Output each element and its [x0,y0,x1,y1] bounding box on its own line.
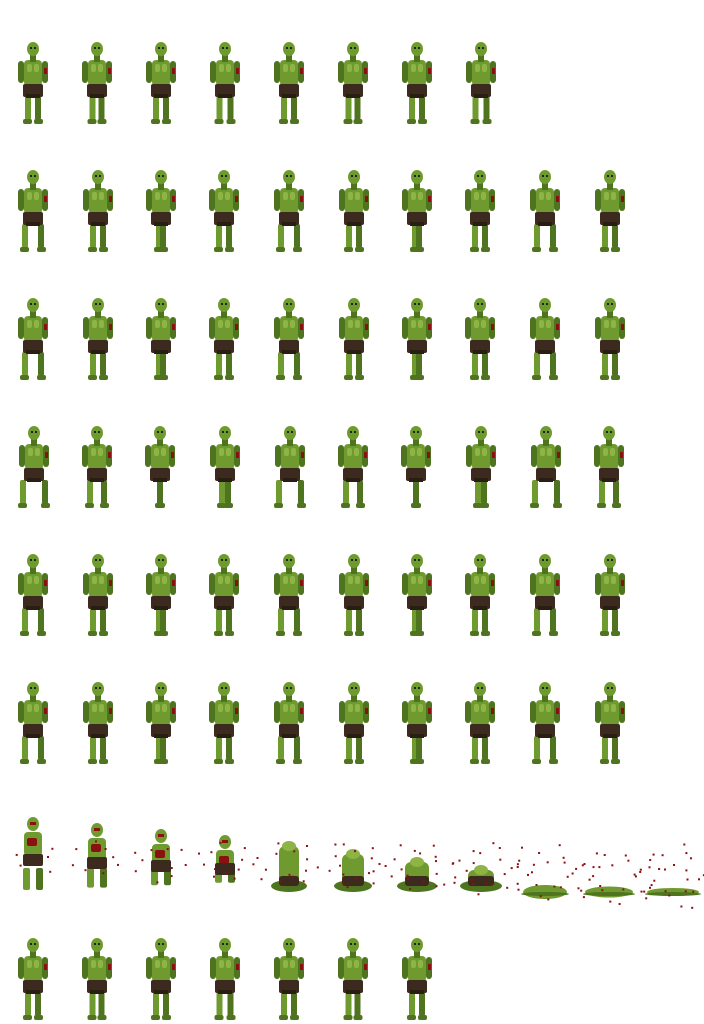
goblin-sprite [451,38,511,128]
sprite-frame-death-4 [195,806,255,896]
sprite-frame-idle-alt-1 [3,934,63,1024]
sprite-frame-death-9 [515,806,575,896]
sprite-frame-walk-side-a-1 [3,294,63,384]
sprite-frame-walk-back-b-6 [323,678,383,768]
goblin-sprite [515,294,575,384]
goblin-sprite [323,422,383,512]
sprite-frame-walk-front-5 [259,166,319,256]
goblin-sprite [387,166,447,256]
sprite-frame-idle-4 [195,38,255,128]
goblin-sprite [387,678,447,768]
sprite-frame-walk-side-a-10 [579,294,639,384]
sprite-frame-walk-back-a-9 [515,550,575,640]
goblin-sprite [195,550,255,640]
sprite-frame-walk-back-b-1 [3,678,63,768]
goblin-sprite [323,294,383,384]
animation-row-walk-back-a [0,550,704,650]
sprite-frame-idle-alt-3 [131,934,191,1024]
goblin-sprite [3,678,63,768]
goblin-sprite [67,422,127,512]
sprite-frame-walk-back-b-4 [195,678,255,768]
goblin-sprite [323,806,383,896]
goblin-sprite [451,166,511,256]
goblin-sprite [579,422,639,512]
goblin-sprite [195,166,255,256]
sprite-frame-walk-front-2 [67,166,127,256]
goblin-sprite [323,934,383,1024]
goblin-sprite [131,806,191,896]
goblin-sprite [131,166,191,256]
sprite-frame-walk-side-b-6 [323,422,383,512]
sprite-frame-idle-alt-2 [67,934,127,1024]
goblin-sprite [323,678,383,768]
sprite-frame-walk-front-7 [387,166,447,256]
sprite-frame-walk-side-a-6 [323,294,383,384]
sprite-frame-walk-back-a-7 [387,550,447,640]
sprite-frame-idle-5 [259,38,319,128]
sprite-frame-walk-front-4 [195,166,255,256]
goblin-sprite [387,806,447,896]
animation-row-walk-side-a [0,294,704,394]
goblin-sprite [515,678,575,768]
goblin-sprite [131,294,191,384]
sprite-frame-walk-side-a-9 [515,294,575,384]
goblin-sprite [67,294,127,384]
goblin-sprite [643,806,703,896]
sprite-frame-walk-back-a-3 [131,550,191,640]
goblin-sprite [259,806,319,896]
goblin-sprite [451,294,511,384]
sprite-frame-walk-back-a-2 [67,550,127,640]
sprite-frame-walk-side-b-3 [131,422,191,512]
sprite-frame-walk-back-a-5 [259,550,319,640]
goblin-sprite [515,806,575,896]
animation-row-walk-side-b [0,422,704,522]
goblin-sprite [195,678,255,768]
sprite-frame-walk-back-b-5 [259,678,319,768]
sprite-frame-death-8 [451,806,511,896]
sprite-frame-idle-alt-5 [259,934,319,1024]
goblin-sprite [515,422,575,512]
sprite-frame-idle-alt-4 [195,934,255,1024]
goblin-sprite [67,678,127,768]
goblin-sprite [3,38,63,128]
sprite-frame-death-2 [67,806,127,896]
sprite-frame-walk-side-a-5 [259,294,319,384]
sprite-frame-walk-back-b-10 [579,678,639,768]
goblin-sprite [195,422,255,512]
goblin-sprite [387,934,447,1024]
goblin-sprite [3,422,63,512]
sprite-frame-walk-side-b-10 [579,422,639,512]
sprite-frame-idle-8 [451,38,511,128]
sprite-frame-idle-3 [131,38,191,128]
sprite-frame-walk-back-a-4 [195,550,255,640]
sprite-frame-death-7 [387,806,447,896]
goblin-sprite [259,934,319,1024]
sprite-frame-walk-side-b-7 [387,422,447,512]
sprite-frame-walk-back-a-6 [323,550,383,640]
sprite-frame-walk-side-a-2 [67,294,127,384]
sprite-frame-walk-back-b-7 [387,678,447,768]
goblin-sprite [579,166,639,256]
goblin-sprite [451,422,511,512]
goblin-sprite [451,678,511,768]
sprite-frame-walk-front-9 [515,166,575,256]
goblin-sprite [451,550,511,640]
goblin-sprite [195,934,255,1024]
sprite-frame-idle-6 [323,38,383,128]
goblin-sprite [259,422,319,512]
sprite-frame-walk-back-b-3 [131,678,191,768]
sprite-frame-walk-back-a-10 [579,550,639,640]
goblin-sprite [451,806,511,896]
sprite-frame-death-6 [323,806,383,896]
goblin-sprite [323,550,383,640]
sprite-frame-walk-side-b-8 [451,422,511,512]
sprite-frame-walk-back-b-8 [451,678,511,768]
sprite-frame-death-3 [131,806,191,896]
sprite-frame-walk-front-1 [3,166,63,256]
animation-row-walk-back-b [0,678,704,778]
sprite-frame-walk-front-10 [579,166,639,256]
goblin-sprite [259,166,319,256]
goblin-sprite [67,934,127,1024]
goblin-sprite [195,294,255,384]
goblin-sprite [387,294,447,384]
goblin-sprite [515,166,575,256]
sprite-frame-idle-1 [3,38,63,128]
sprite-frame-death-10 [579,806,639,896]
goblin-sprite [259,294,319,384]
sprite-frame-walk-side-a-8 [451,294,511,384]
goblin-sprite [131,422,191,512]
goblin-sprite [259,38,319,128]
animation-row-idle [0,38,704,138]
sprite-frame-idle-alt-7 [387,934,447,1024]
sprite-frame-walk-back-b-2 [67,678,127,768]
sprite-frame-walk-side-b-9 [515,422,575,512]
goblin-sprite [67,806,127,896]
goblin-sprite [67,166,127,256]
sprite-frame-walk-side-a-7 [387,294,447,384]
goblin-sprite [131,678,191,768]
goblin-sprite [195,806,255,896]
sprite-frame-walk-back-a-8 [451,550,511,640]
sprite-frame-walk-back-b-9 [515,678,575,768]
goblin-sprite [67,38,127,128]
goblin-sprite [387,38,447,128]
sprite-frame-walk-front-3 [131,166,191,256]
goblin-sprite [323,38,383,128]
animation-row-walk-front [0,166,704,266]
goblin-sprite [387,422,447,512]
goblin-sprite [3,934,63,1024]
goblin-sprite [131,38,191,128]
goblin-sprite [259,550,319,640]
sprite-frame-death-11 [643,806,703,896]
sprite-frame-death-5 [259,806,319,896]
goblin-sprite [3,550,63,640]
goblin-sprite [387,550,447,640]
goblin-sprite [579,678,639,768]
goblin-sprite [131,934,191,1024]
sprite-frame-walk-side-a-4 [195,294,255,384]
sprite-frame-walk-side-b-1 [3,422,63,512]
goblin-sprite [579,294,639,384]
sprite-frame-idle-2 [67,38,127,128]
sprite-frame-walk-front-8 [451,166,511,256]
goblin-sprite [3,294,63,384]
sprite-frame-idle-alt-6 [323,934,383,1024]
sprite-frame-walk-side-a-3 [131,294,191,384]
goblin-sprite [515,550,575,640]
goblin-sprite [67,550,127,640]
animation-row-death [0,806,704,906]
sprite-frame-death-1 [3,806,63,896]
sprite-frame-walk-side-b-5 [259,422,319,512]
sprite-frame-walk-back-a-1 [3,550,63,640]
goblin-sprite [259,678,319,768]
goblin-sprite [195,38,255,128]
animation-row-idle-alt [0,934,704,1024]
sprite-frame-idle-7 [387,38,447,128]
goblin-sprite [579,806,639,896]
sprite-frame-walk-side-b-2 [67,422,127,512]
goblin-sprite [131,550,191,640]
goblin-sprite [579,550,639,640]
goblin-sprite [323,166,383,256]
sprite-frame-walk-front-6 [323,166,383,256]
goblin-sprite [3,166,63,256]
goblin-sprite [3,806,63,896]
sprite-frame-walk-side-b-4 [195,422,255,512]
